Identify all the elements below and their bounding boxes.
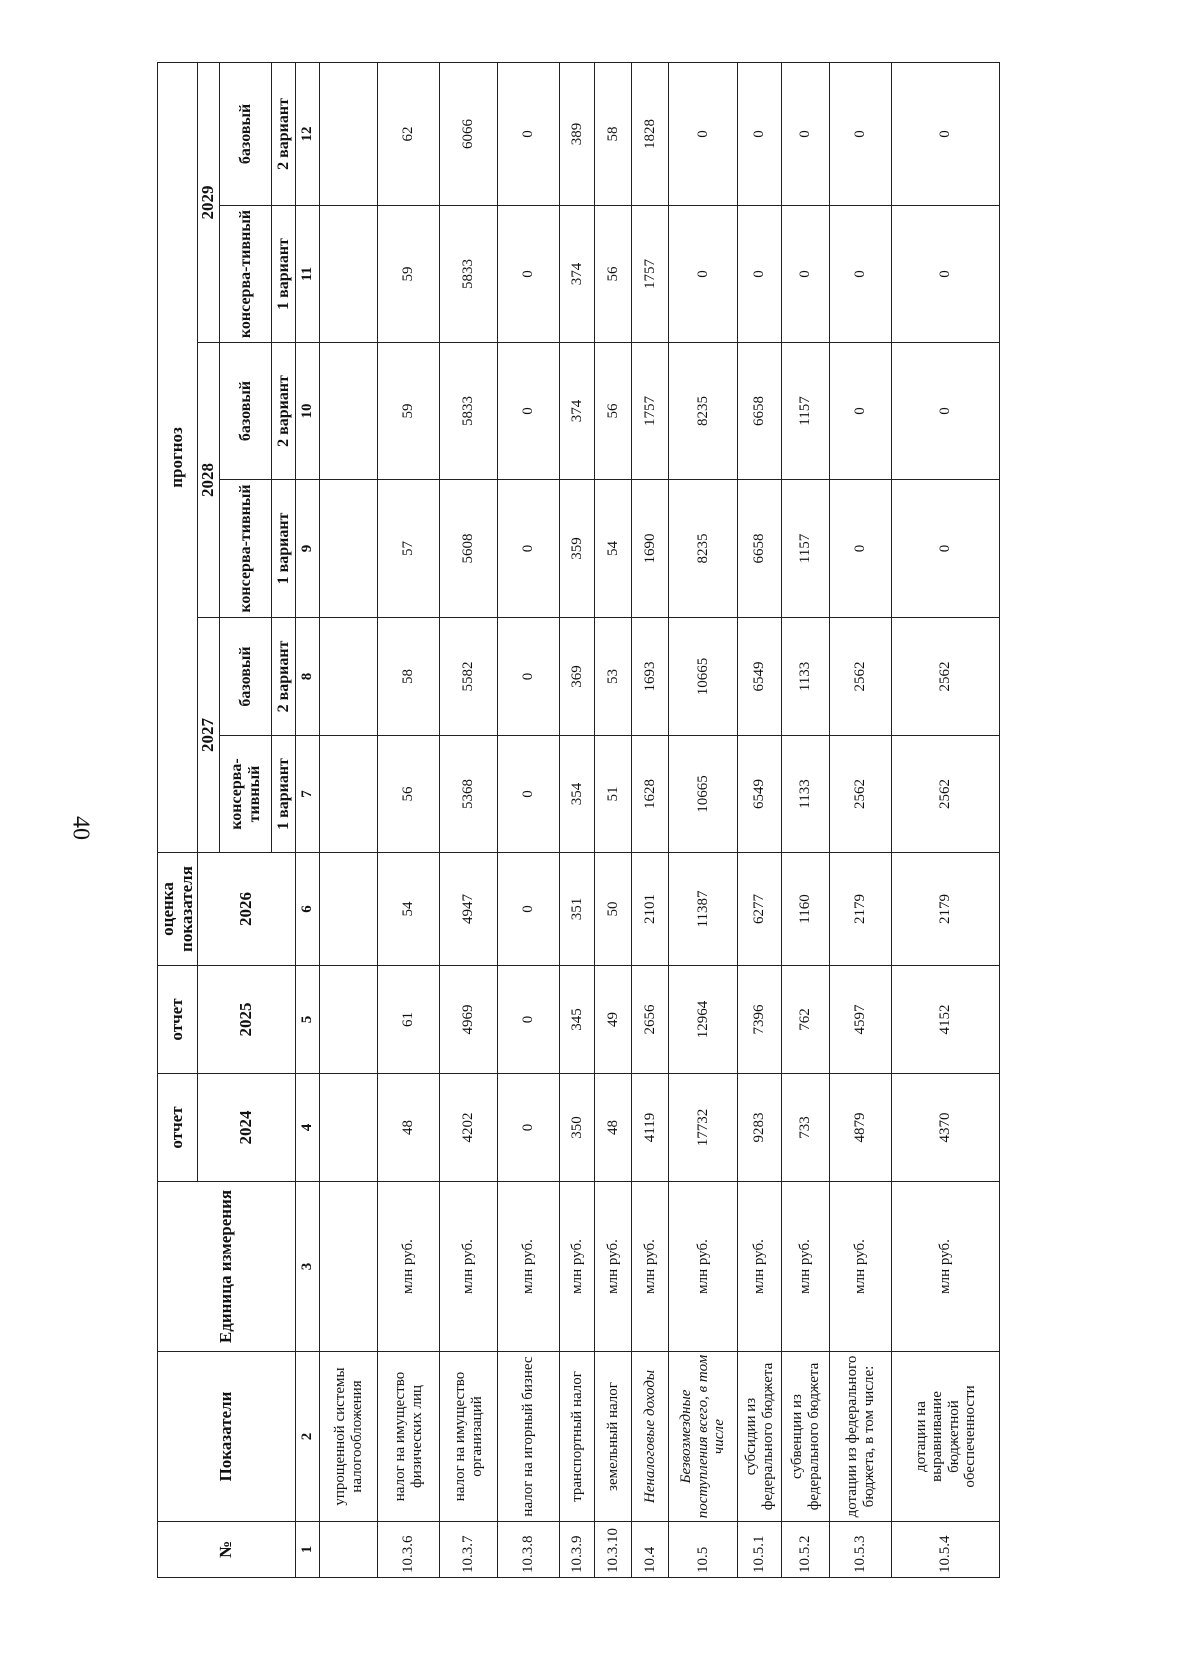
row-name: налог на игорный бизнес xyxy=(498,1352,560,1522)
column-number: 2 xyxy=(296,1352,320,1522)
row-id: 10.3.8 xyxy=(498,1522,560,1578)
row-value: 4202 xyxy=(440,1074,498,1182)
header-variant1-2028: 1 вариант xyxy=(272,480,296,618)
row-value: 345 xyxy=(560,966,595,1074)
row-id: 10.5.3 xyxy=(830,1522,892,1578)
row-id: 10.5 xyxy=(669,1522,738,1578)
header-year-2026: 2026 xyxy=(198,853,296,966)
row-name: налог на имущество организаций xyxy=(440,1352,498,1522)
row-name: транспортный налог xyxy=(560,1352,595,1522)
row-value: 10665 xyxy=(669,618,738,736)
row-value: 59 xyxy=(378,206,440,343)
header-variant2-2027: 2 вариант xyxy=(272,618,296,736)
header-year-2028: 2028 xyxy=(198,343,220,618)
row-name: земельный налог xyxy=(595,1352,632,1522)
header-base-2029: базовый xyxy=(220,62,272,205)
table-row xyxy=(378,62,440,1577)
row-name: упрощенной системы налогообложения xyxy=(320,1352,378,1522)
header-variant2-2028: 2 вариант xyxy=(272,343,296,480)
table-row xyxy=(560,62,595,1577)
row-value: 5833 xyxy=(440,206,498,343)
row-value: 359 xyxy=(560,480,595,618)
column-number: 5 xyxy=(296,966,320,1074)
row-value: 0 xyxy=(669,62,738,205)
row-value: 58 xyxy=(378,618,440,736)
row-value: 351 xyxy=(560,853,595,966)
row-value: 0 xyxy=(830,206,892,343)
row-name: субсидии из федерального бюджета xyxy=(738,1352,782,1522)
row-value: 8235 xyxy=(669,343,738,480)
table-row xyxy=(782,62,830,1577)
column-number: 3 xyxy=(296,1182,320,1352)
row-value: 5368 xyxy=(440,736,498,853)
row-value: 374 xyxy=(560,343,595,480)
row-value: 58 xyxy=(595,62,632,205)
row-value: 1157 xyxy=(782,480,830,618)
row-value: 0 xyxy=(830,343,892,480)
row-value: 0 xyxy=(498,853,560,966)
column-number: 4 xyxy=(296,1074,320,1182)
row-value: 389 xyxy=(560,62,595,205)
row-value xyxy=(320,206,378,343)
row-value: 10665 xyxy=(669,736,738,853)
table-row xyxy=(632,62,669,1577)
row-value: 50 xyxy=(595,853,632,966)
row-value: 0 xyxy=(498,343,560,480)
row-value: 0 xyxy=(498,62,560,205)
header-estimate: оценка показателя xyxy=(158,853,198,966)
row-value: 0 xyxy=(738,62,782,205)
row-value: 61 xyxy=(378,966,440,1074)
row-value: 762 xyxy=(782,966,830,1074)
row-value: 59 xyxy=(378,343,440,480)
row-value: 4370 xyxy=(892,1074,1000,1182)
row-value xyxy=(320,1074,378,1182)
row-value: 54 xyxy=(595,480,632,618)
table-row xyxy=(320,62,378,1577)
row-value: 0 xyxy=(498,1074,560,1182)
row-unit: млн руб. xyxy=(669,1182,738,1352)
row-value: 0 xyxy=(782,62,830,205)
row-value: 2656 xyxy=(632,966,669,1074)
row-unit xyxy=(320,1182,378,1352)
row-value xyxy=(320,966,378,1074)
row-unit: млн руб. xyxy=(738,1182,782,1352)
header-conservative-2028: консерва-тивный xyxy=(220,480,272,618)
row-value xyxy=(320,480,378,618)
row-value xyxy=(320,853,378,966)
row-value: 2179 xyxy=(830,853,892,966)
row-value: 1133 xyxy=(782,736,830,853)
table-row xyxy=(440,62,498,1577)
header-variant1-2029: 1 вариант xyxy=(272,206,296,343)
row-name: налог на имущество физических лиц xyxy=(378,1352,440,1522)
row-value: 2562 xyxy=(892,618,1000,736)
row-value: 7396 xyxy=(738,966,782,1074)
header-forecast: прогноз xyxy=(158,62,198,852)
column-number: 7 xyxy=(296,736,320,853)
header-variant1-2027: 1 вариант xyxy=(272,736,296,853)
row-value: 1690 xyxy=(632,480,669,618)
row-value: 2101 xyxy=(632,853,669,966)
row-value: 6277 xyxy=(738,853,782,966)
header-year-2024: 2024 xyxy=(198,1074,296,1182)
row-value: 733 xyxy=(782,1074,830,1182)
row-value: 54 xyxy=(378,853,440,966)
row-value: 0 xyxy=(738,206,782,343)
row-value: 2562 xyxy=(892,736,1000,853)
row-value: 0 xyxy=(892,62,1000,205)
header-report-2025: отчет xyxy=(158,966,198,1074)
row-unit: млн руб. xyxy=(378,1182,440,1352)
header-unit: Единица измерения xyxy=(158,1182,296,1352)
rotated-table-container xyxy=(157,63,992,1578)
row-value: 1157 xyxy=(782,343,830,480)
row-unit: млн руб. xyxy=(440,1182,498,1352)
row-name: Безвозмездные поступления всего, в том числе xyxy=(669,1352,738,1522)
row-value: 1828 xyxy=(632,62,669,205)
row-id: 10.5.4 xyxy=(892,1522,1000,1578)
row-value: 56 xyxy=(595,206,632,343)
row-value: 2179 xyxy=(892,853,1000,966)
row-unit: млн руб. xyxy=(560,1182,595,1352)
row-id: 10.5.2 xyxy=(782,1522,830,1578)
column-number: 9 xyxy=(296,480,320,618)
row-value: 48 xyxy=(378,1074,440,1182)
row-value xyxy=(320,736,378,853)
forecast-table xyxy=(157,62,1000,1578)
row-value: 12964 xyxy=(669,966,738,1074)
row-value xyxy=(320,62,378,205)
row-unit: млн руб. xyxy=(830,1182,892,1352)
row-value: 62 xyxy=(378,62,440,205)
row-value: 56 xyxy=(595,343,632,480)
row-value: 374 xyxy=(560,206,595,343)
row-value: 0 xyxy=(498,966,560,1074)
row-id: 10.5.1 xyxy=(738,1522,782,1578)
row-name: субвенции из федерального бюджета xyxy=(782,1352,830,1522)
table-row xyxy=(830,62,892,1577)
row-value: 4879 xyxy=(830,1074,892,1182)
row-value: 2562 xyxy=(830,736,892,853)
row-value: 0 xyxy=(498,206,560,343)
row-value: 1133 xyxy=(782,618,830,736)
table-row xyxy=(498,62,560,1577)
header-year-2027: 2027 xyxy=(198,618,220,853)
row-value xyxy=(320,343,378,480)
row-value: 0 xyxy=(830,62,892,205)
column-number: 6 xyxy=(296,853,320,966)
row-value: 6549 xyxy=(738,736,782,853)
column-number: 1 xyxy=(296,1522,320,1578)
row-value: 0 xyxy=(498,480,560,618)
row-value xyxy=(320,618,378,736)
row-value: 0 xyxy=(782,206,830,343)
row-value: 1160 xyxy=(782,853,830,966)
header-year-2025: 2025 xyxy=(198,966,296,1074)
row-value: 4969 xyxy=(440,966,498,1074)
row-value: 4119 xyxy=(632,1074,669,1182)
row-value: 0 xyxy=(892,480,1000,618)
row-unit: млн руб. xyxy=(595,1182,632,1352)
row-value: 0 xyxy=(830,480,892,618)
row-value: 5582 xyxy=(440,618,498,736)
row-id: 10.3.9 xyxy=(560,1522,595,1578)
column-number: 12 xyxy=(296,62,320,205)
header-conservative-2027: консерва-тивный xyxy=(220,736,272,853)
row-value: 6066 xyxy=(440,62,498,205)
row-name: дотации на выравнивание бюджетной обеспеченности xyxy=(892,1352,1000,1522)
header-no: № xyxy=(158,1522,296,1578)
row-value: 9283 xyxy=(738,1074,782,1182)
row-value: 5608 xyxy=(440,480,498,618)
row-value: 6658 xyxy=(738,480,782,618)
page-number: 40 xyxy=(67,816,94,840)
row-value: 0 xyxy=(498,618,560,736)
row-value: 49 xyxy=(595,966,632,1074)
header-variant2-2029: 2 вариант xyxy=(272,62,296,205)
row-value: 2562 xyxy=(830,618,892,736)
row-value: 56 xyxy=(378,736,440,853)
header-year-2029: 2029 xyxy=(198,62,220,342)
table-row xyxy=(595,62,632,1577)
row-value: 1628 xyxy=(632,736,669,853)
row-id: 10.3.10 xyxy=(595,1522,632,1578)
row-unit: млн руб. xyxy=(632,1182,669,1352)
header-base-2028: базовый xyxy=(220,343,272,480)
row-value: 48 xyxy=(595,1074,632,1182)
row-value: 57 xyxy=(378,480,440,618)
row-value: 0 xyxy=(498,736,560,853)
row-value: 0 xyxy=(669,206,738,343)
table-row xyxy=(669,62,738,1577)
header-conservative-2029: консерва-тивный xyxy=(220,206,272,343)
row-value: 0 xyxy=(892,206,1000,343)
column-number: 8 xyxy=(296,618,320,736)
row-value: 1757 xyxy=(632,206,669,343)
header-report-2024: отчет xyxy=(158,1074,198,1182)
row-value: 6549 xyxy=(738,618,782,736)
row-value: 4947 xyxy=(440,853,498,966)
column-number: 11 xyxy=(296,206,320,343)
row-value: 11387 xyxy=(669,853,738,966)
row-name: Неналоговые доходы xyxy=(632,1352,669,1522)
row-value: 4152 xyxy=(892,966,1000,1074)
row-id: 10.3.6 xyxy=(378,1522,440,1578)
row-value: 6658 xyxy=(738,343,782,480)
table-row xyxy=(892,62,1000,1577)
row-value: 5833 xyxy=(440,343,498,480)
row-id xyxy=(320,1522,378,1578)
column-number: 10 xyxy=(296,343,320,480)
row-value: 350 xyxy=(560,1074,595,1182)
header-indicators: Показатели xyxy=(158,1352,296,1522)
row-unit: млн руб. xyxy=(782,1182,830,1352)
row-unit: млн руб. xyxy=(892,1182,1000,1352)
row-value: 17732 xyxy=(669,1074,738,1182)
row-value: 0 xyxy=(892,343,1000,480)
row-value: 53 xyxy=(595,618,632,736)
table-row xyxy=(738,62,782,1577)
row-value: 4597 xyxy=(830,966,892,1074)
row-value: 354 xyxy=(560,736,595,853)
row-value: 51 xyxy=(595,736,632,853)
header-base-2027: базовый xyxy=(220,618,272,736)
row-id: 10.4 xyxy=(632,1522,669,1578)
row-value: 369 xyxy=(560,618,595,736)
row-unit: млн руб. xyxy=(498,1182,560,1352)
row-value: 8235 xyxy=(669,480,738,618)
row-id: 10.3.7 xyxy=(440,1522,498,1578)
row-value: 1693 xyxy=(632,618,669,736)
row-name: дотации из федерального бюджета, в том числе: xyxy=(830,1352,892,1522)
row-value: 1757 xyxy=(632,343,669,480)
